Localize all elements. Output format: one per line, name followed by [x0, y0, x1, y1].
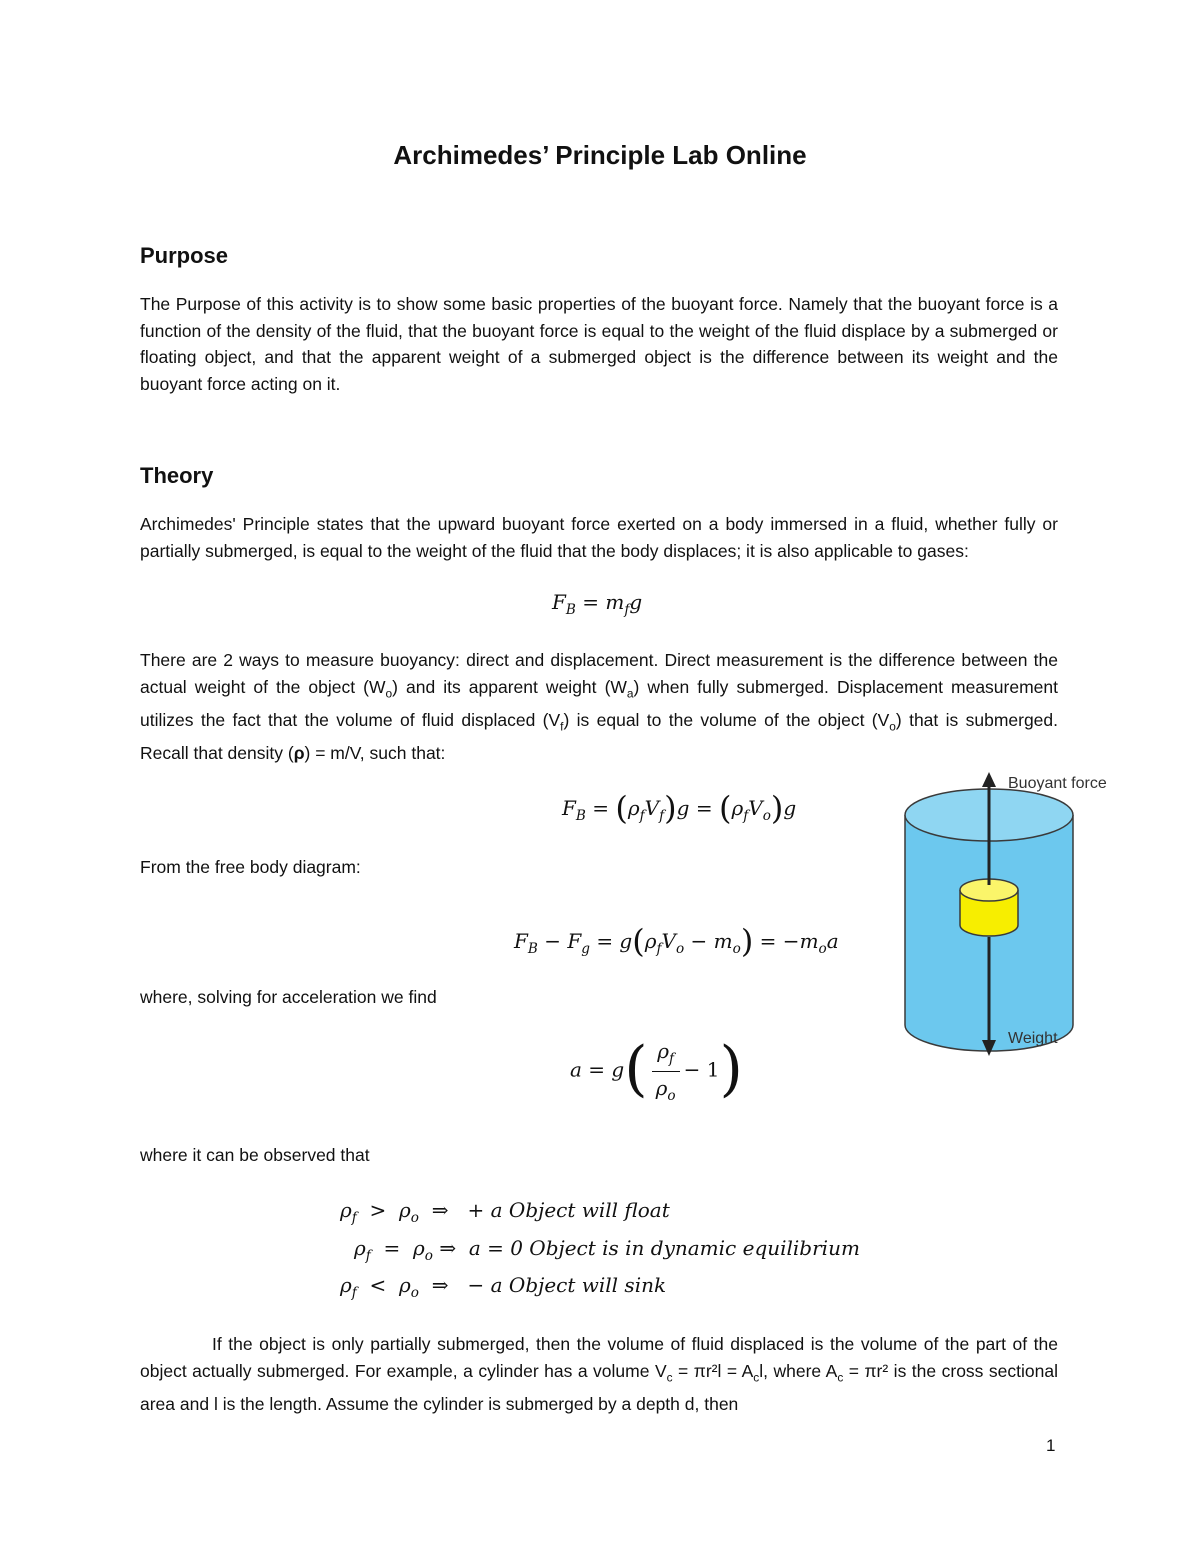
- purpose-body: The Purpose of this activity is to show some basic properties of the buoyant force. Namely that the buoyant force is a function of the density of the fluid, that the buoyant force is equal to the weight of the fluid displace by a submerged or floating object, and that the apparent weight of a submerged object is the difference between its weight and the buoyant force acting on it.: [140, 294, 1058, 394]
- theory-heading: Theory: [140, 463, 214, 488]
- partial-submersion-paragraph: If the object is only partially submerged, then the volume of fluid displaced is the volume of the part of the object actually submerged. For example, a cylinder has a volume $V_c = \pi r^2l = A_cl$, where $A_c = \pi r^2$ is the cross sectional area and l is the length. Assume the cylinder is submerged by a depth d, then: [140, 1334, 1058, 1414]
- equation-density-form: $F_B = (\rho_fV_f)g = (\rho_fV_o)g$: [562, 789, 797, 827]
- measurement-paragraph: There are 2 ways to measure buoyancy: direct and displacement. Direct measurement is the difference between the actual weight of the object $(W_o)$ and its apparent weight $(W_a)$ when fully submerged. Displacement measurement utilizes the fact that the volume of fluid displaced $(V_f)$ is equal to the volume of the object $(V_o)$ that is submerged. Recall that density (ρ) = m/V, such that:: [140, 650, 1059, 763]
- buoyancy-diagram: [890, 765, 1130, 1065]
- equation-buoyant-force: $F_B = m_fg$: [552, 590, 643, 618]
- purpose-heading: Purpose: [140, 243, 229, 268]
- theory-intro: Archimedes' Principle states that the upward buoyant force exerted on a body immersed in a fluid, whether fully or partially submerged, is equal to the weight of the fluid that the body displaces; it is also applicable to gases:: [140, 514, 1058, 561]
- page-number: 1: [1046, 1436, 1056, 1455]
- document-title: Archimedes’ Principle Lab Online: [393, 140, 807, 170]
- buoyant-force-arrowhead: [982, 772, 996, 787]
- weight-label: Weight: [1008, 1030, 1058, 1047]
- condition-equilibrium: $\rho_f = \rho_o$ ⇒ a = 0 Object is in dynamic equilibrium: [354, 1236, 860, 1264]
- solving-text: where, solving for acceleration we find: [140, 987, 437, 1007]
- equation-free-body: $F_B - F_g = g(\rho_fV_o - m_o) = -m_oa$: [514, 922, 839, 960]
- equation-acceleration: a = g( $\frac{\rho_f}{\rho_o}$ − 1): [570, 1034, 743, 1104]
- condition-float: $\rho_f > \rho_o$ ⇒ + a Object will float: [340, 1198, 670, 1226]
- condition-sink: $\rho_f < \rho_o$ ⇒ − a Object will sink: [340, 1273, 667, 1301]
- observed-text: where it can be observed that: [140, 1145, 370, 1165]
- fbd-text: From the free body diagram:: [140, 857, 361, 877]
- buoyant-force-label: Buoyant force: [1008, 775, 1107, 792]
